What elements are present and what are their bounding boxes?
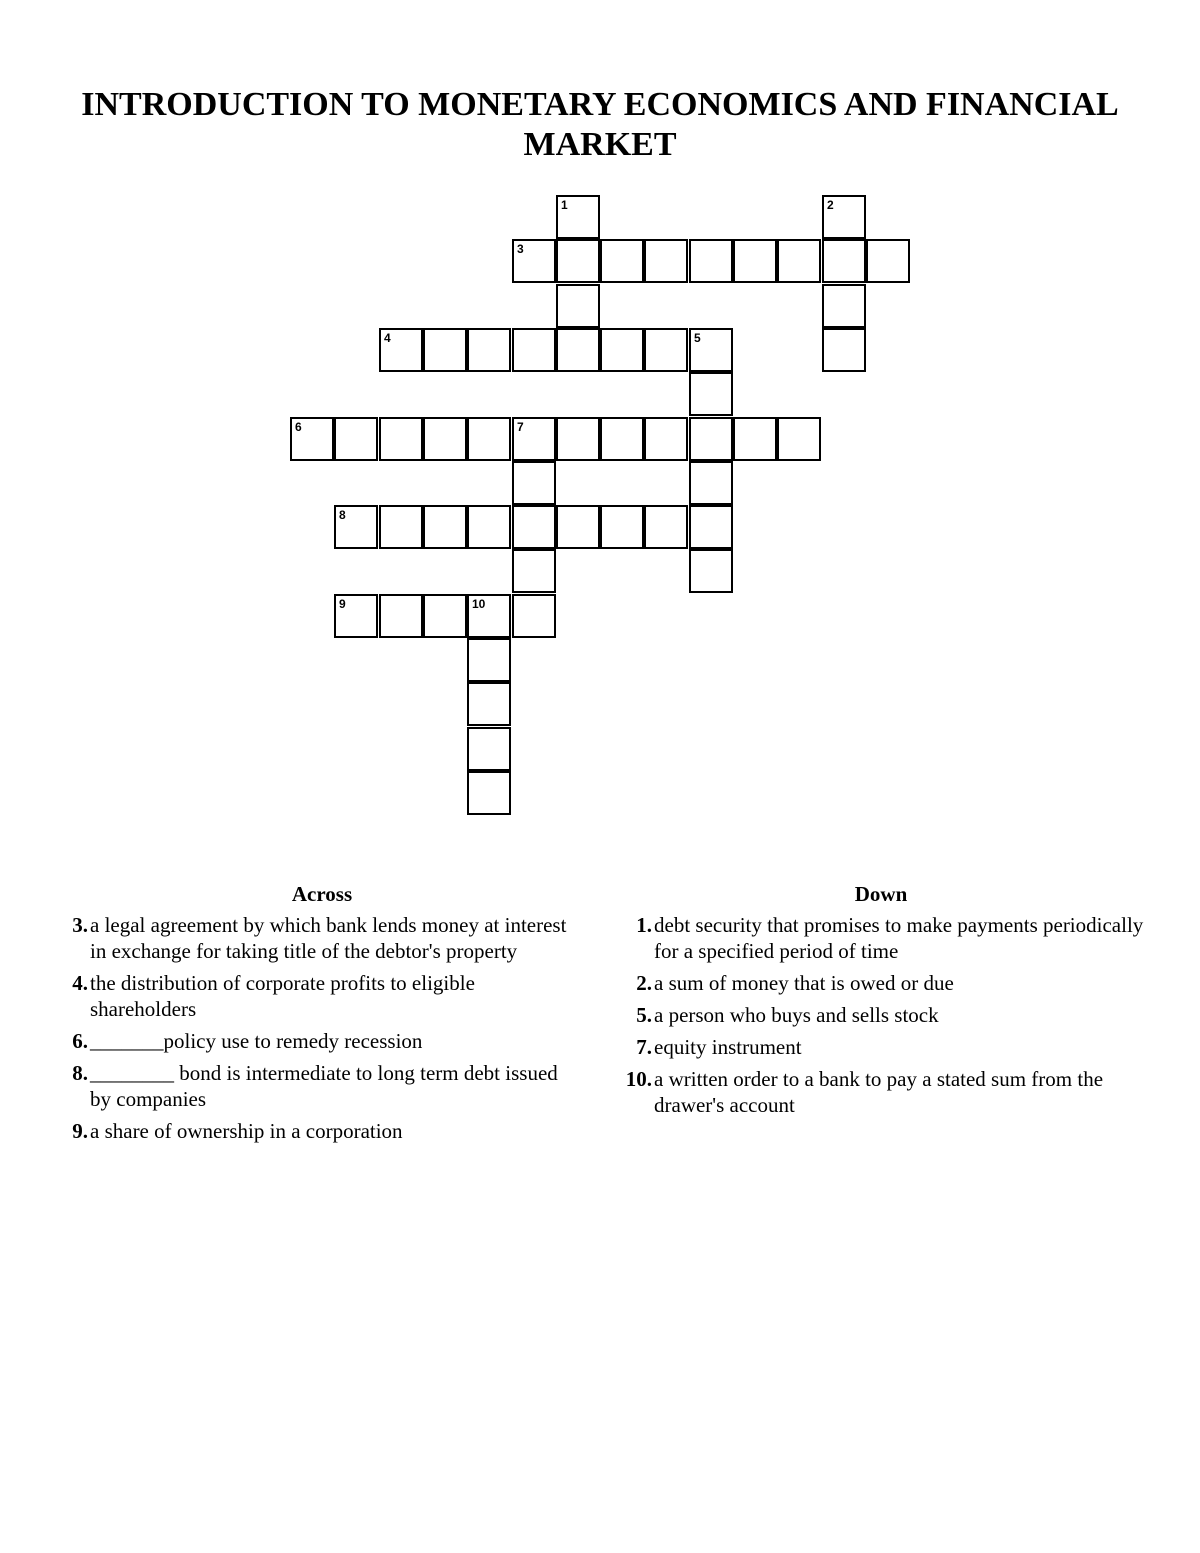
grid-cell[interactable] xyxy=(467,594,511,638)
grid-cell[interactable] xyxy=(600,328,644,372)
grid-cell[interactable] xyxy=(467,771,511,815)
grid-cell[interactable] xyxy=(556,239,600,283)
grid-cell[interactable] xyxy=(334,594,378,638)
grid-cell[interactable] xyxy=(512,417,556,461)
clue-text: ________ bond is intermediate to long term debt issued by companies xyxy=(90,1061,558,1111)
clue-text: _______policy use to remedy recession xyxy=(90,1029,423,1053)
grid-cell[interactable] xyxy=(423,594,467,638)
clue-number: 6. xyxy=(72,1029,88,1053)
across-heading: Across xyxy=(291,882,353,906)
clue-item xyxy=(616,1066,1146,1118)
clue-item xyxy=(616,1034,1146,1060)
clue-item xyxy=(62,912,582,964)
cell-number: 6 xyxy=(295,420,302,434)
grid-cell[interactable] xyxy=(689,461,733,505)
cell-number: 2 xyxy=(827,198,834,212)
grid-cell[interactable] xyxy=(556,195,600,239)
grid-cell[interactable] xyxy=(556,505,600,549)
grid-cell[interactable] xyxy=(644,417,688,461)
grid-cell[interactable] xyxy=(777,417,821,461)
cell-number: 7 xyxy=(517,420,524,434)
grid-cell[interactable] xyxy=(733,239,777,283)
grid-cell[interactable] xyxy=(423,328,467,372)
clue-number: 7. xyxy=(636,1035,652,1059)
clue-item xyxy=(62,970,582,1022)
cell-number: 5 xyxy=(694,331,701,345)
clue-number: 2. xyxy=(636,971,652,995)
clue-text: a legal agreement by which bank lends money at interest in exchange for taking title of the debtor's property xyxy=(90,913,567,963)
cell-number: 8 xyxy=(339,508,346,522)
grid-cell[interactable] xyxy=(512,461,556,505)
grid-cell[interactable] xyxy=(512,328,556,372)
cell-number: 4 xyxy=(384,331,391,345)
down-clues xyxy=(616,880,1146,1124)
clue-item xyxy=(616,912,1146,964)
grid-cell[interactable] xyxy=(467,505,511,549)
grid-cell[interactable] xyxy=(512,594,556,638)
cell-number: 1 xyxy=(561,198,568,212)
grid-cell[interactable] xyxy=(379,594,423,638)
grid-cell[interactable] xyxy=(689,549,733,593)
cell-number: 9 xyxy=(339,597,346,611)
clue-text: equity instrument xyxy=(654,1035,802,1059)
grid-cell[interactable] xyxy=(689,417,733,461)
grid-cell[interactable] xyxy=(467,727,511,771)
grid-cell[interactable] xyxy=(334,505,378,549)
grid-cell[interactable] xyxy=(290,417,334,461)
grid-cell[interactable] xyxy=(379,505,423,549)
clue-item xyxy=(62,1060,582,1112)
grid-cell[interactable] xyxy=(512,505,556,549)
grid-cell[interactable] xyxy=(379,328,423,372)
grid-cell[interactable] xyxy=(467,328,511,372)
grid-cell[interactable] xyxy=(689,372,733,416)
clue-text: a written order to a bank to pay a stated sum from the drawer's account xyxy=(654,1067,1104,1117)
grid-cell[interactable] xyxy=(689,505,733,549)
page-title: INTRODUCTION TO MONETARY ECONOMICS AND FINANCIAL MARKET xyxy=(81,86,1119,163)
grid-cell[interactable] xyxy=(556,284,600,328)
grid-cell[interactable] xyxy=(866,239,910,283)
grid-cell[interactable] xyxy=(689,239,733,283)
clue-text: the distribution of corporate profits to eligible shareholders xyxy=(90,971,475,1021)
grid-cell[interactable] xyxy=(556,328,600,372)
grid-cell[interactable] xyxy=(822,195,866,239)
clue-item xyxy=(616,970,1146,996)
grid-cell[interactable] xyxy=(644,505,688,549)
down-heading: Down xyxy=(854,882,908,906)
cell-number: 3 xyxy=(517,242,524,256)
grid-cell[interactable] xyxy=(379,417,423,461)
grid-cell[interactable] xyxy=(600,505,644,549)
grid-cell[interactable] xyxy=(334,417,378,461)
clue-number: 1. xyxy=(636,913,652,937)
grid-cell[interactable] xyxy=(423,505,467,549)
grid-cell[interactable] xyxy=(467,638,511,682)
cell-number: 10 xyxy=(472,597,486,611)
grid-cell[interactable] xyxy=(777,239,821,283)
clue-number: 3. xyxy=(72,913,88,937)
clue-number: 8. xyxy=(72,1061,88,1085)
grid-cell[interactable] xyxy=(733,417,777,461)
clue-item xyxy=(62,1118,582,1144)
clue-item xyxy=(62,1028,582,1054)
grid-cell[interactable] xyxy=(600,239,644,283)
clue-text: a sum of money that is owed or due xyxy=(654,971,954,995)
grid-cell[interactable] xyxy=(556,417,600,461)
grid-cell[interactable] xyxy=(689,328,733,372)
grid-cell[interactable] xyxy=(644,239,688,283)
clue-number: 5. xyxy=(636,1003,652,1027)
grid-cell[interactable] xyxy=(600,417,644,461)
clue-text: a person who buys and sells stock xyxy=(654,1003,939,1027)
grid-cell[interactable] xyxy=(423,417,467,461)
grid-cell[interactable] xyxy=(512,239,556,283)
grid-cell[interactable] xyxy=(822,284,866,328)
clue-number: 9. xyxy=(72,1119,88,1143)
grid-cell[interactable] xyxy=(467,417,511,461)
across-clues xyxy=(62,880,582,1150)
grid-cell[interactable] xyxy=(822,239,866,283)
clue-number: 10. xyxy=(625,1067,652,1091)
grid-cell[interactable] xyxy=(822,328,866,372)
grid-cell[interactable] xyxy=(467,682,511,726)
clue-text: debt security that promises to make payments periodically for a specified period of time xyxy=(654,913,1144,963)
clue-text: a share of ownership in a corporation xyxy=(90,1119,403,1143)
clue-number: 4. xyxy=(72,971,88,995)
grid-cell[interactable] xyxy=(644,328,688,372)
grid-cell[interactable] xyxy=(512,549,556,593)
clue-item xyxy=(616,1002,1146,1028)
